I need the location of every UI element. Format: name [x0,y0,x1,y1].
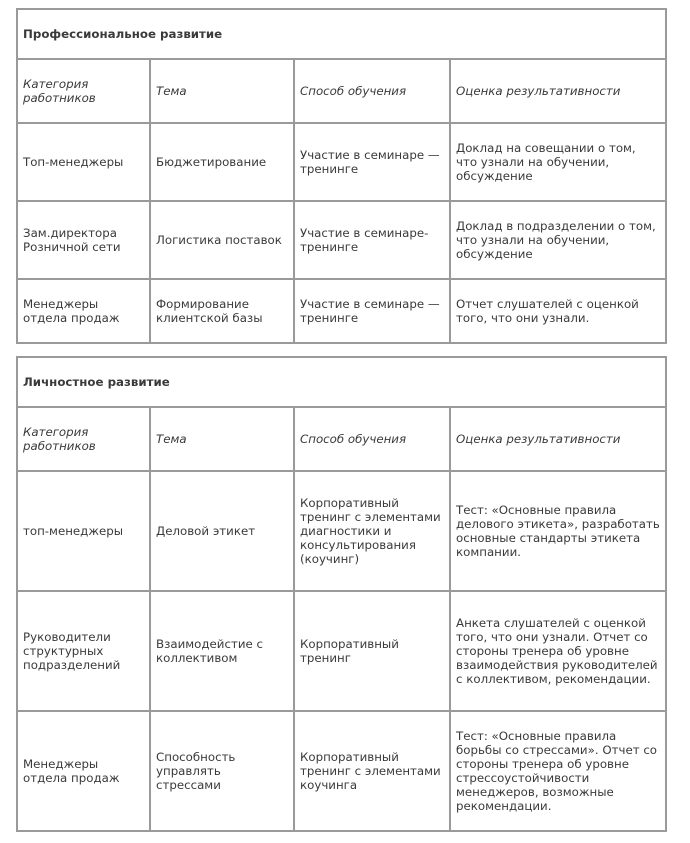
header-category: Категория работников [17,59,150,123]
cell-topic: Деловой этикет [150,471,294,591]
table-title-row [17,357,666,407]
cell-category: Менеджеры отдела продаж [17,711,150,831]
cell-category: Топ-менеджеры [17,123,150,201]
cell-evaluation: Отчет слушателей с оценкой того, что они узнали. [450,279,666,343]
header-topic: Тема [150,59,294,123]
table-header-row [17,59,666,123]
cell-method: Корпоративный тренинг с элементами диагностики и консультирования (коучинг) [294,471,450,591]
table-row [17,711,666,831]
cell-category: Менеджеры отдела продаж [17,279,150,343]
cell-evaluation: Тест: «Основные правила делового этикета», разработать основные стандарты этикета компании. [450,471,666,591]
header-evaluation: Оценка результативности [450,59,666,123]
cell-method: Корпоративный тренинг [294,591,450,711]
cell-evaluation: Тест: «Основные правила борьбы со стрессами». Отчет со стороны тренера об уровне стрессоустойчивости менеджеров, возможные рекомендации. [450,711,666,831]
cell-topic: Формирование клиентской базы [150,279,294,343]
header-evaluation: Оценка результативности [450,407,666,471]
table-row [17,471,666,591]
cell-category: Руководители структурных подразделений [17,591,150,711]
table-title: Личностное развитие [17,357,666,407]
table-row [17,591,666,711]
cell-topic: Логистика поставок [150,201,294,279]
table-title: Профессиональное развитие [17,9,666,59]
cell-method: Участие в семинаре — тренинге [294,279,450,343]
header-category: Категория работников [17,407,150,471]
cell-method: Участие в семинаре-тренинге [294,201,450,279]
cell-method: Участие в семинаре — тренинге [294,123,450,201]
professional-development-table [16,8,667,344]
cell-category: Зам.директора Розничной сети [17,201,150,279]
cell-method: Корпоративный тренинг с элементами коучинга [294,711,450,831]
table-header-row [17,407,666,471]
header-method: Способ обучения [294,407,450,471]
table-row [17,123,666,201]
cell-category: топ-менеджеры [17,471,150,591]
cell-topic: Бюджетирование [150,123,294,201]
table-row [17,279,666,343]
table-title-row [17,9,666,59]
header-method: Способ обучения [294,59,450,123]
table-row [17,201,666,279]
cell-evaluation: Анкета слушателей с оценкой того, что они узнали. Отчет со стороны тренера об уровне взаимодействия руководителей с коллективом, рекомендации. [450,591,666,711]
header-topic: Тема [150,407,294,471]
personal-development-table [16,356,667,832]
cell-evaluation: Доклад в подразделении о том, что узнали на обучении, обсуждение [450,201,666,279]
cell-topic: Способность управлять стрессами [150,711,294,831]
cell-topic: Взаимодейстие с коллективом [150,591,294,711]
cell-evaluation: Доклад на совещании о том, что узнали на обучении, обсуждение [450,123,666,201]
